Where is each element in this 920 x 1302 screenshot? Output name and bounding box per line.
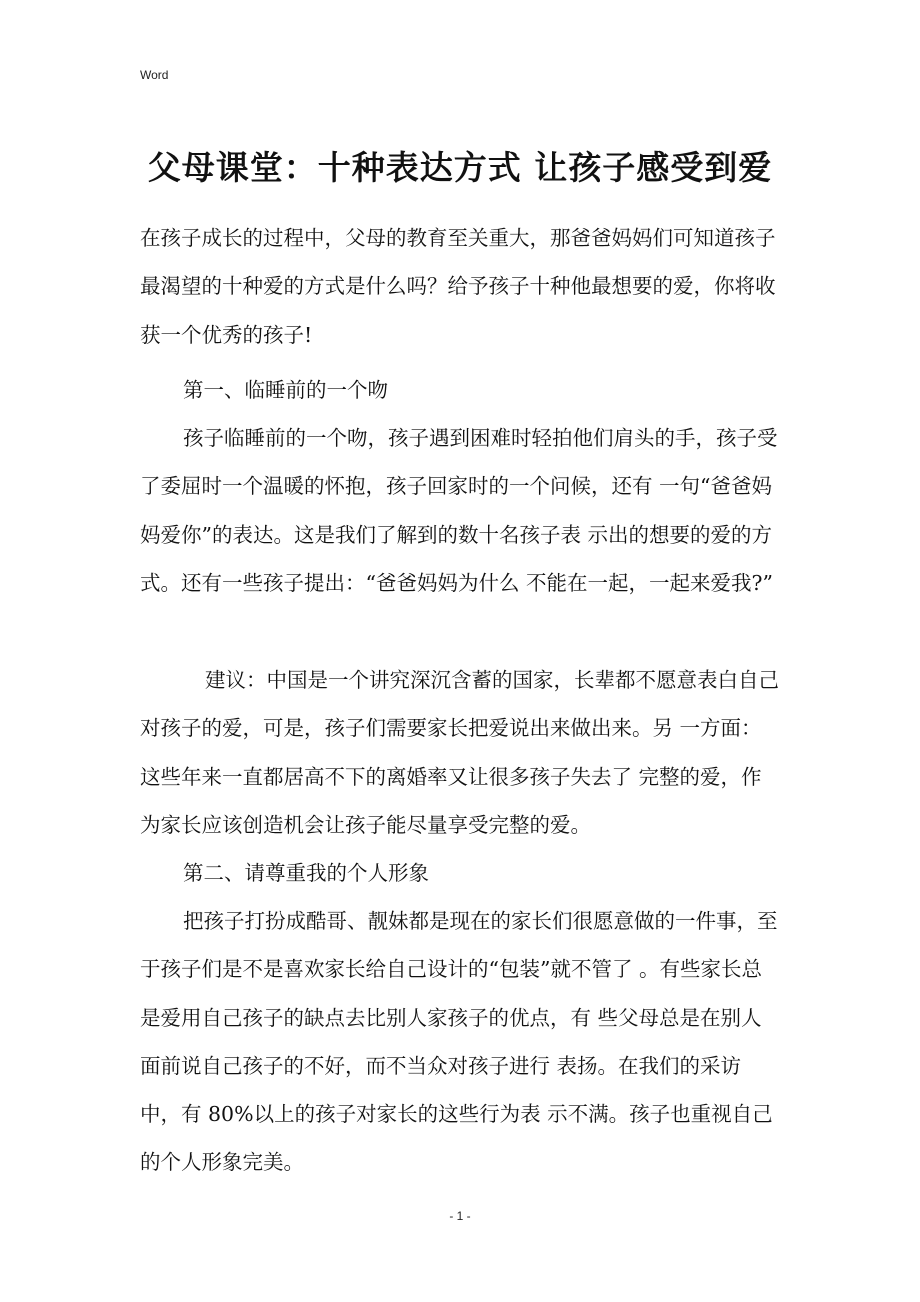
section-heading-2: 第二、请尊重我的个人形象: [183, 861, 429, 885]
document-title: 父母课堂：十种表达方式 让孩子感受到爱: [147, 148, 773, 187]
header-label: Word: [140, 68, 169, 82]
page-number: - 1 -: [449, 1209, 471, 1223]
paragraph-section-1: 孩子临睡前的一个吻，孩子遇到困难时轻拍他们肩头的手，孩子受了委屈时一个温暖的怀抱，孩子回家时的一个问候，还有 一句“爸爸妈妈爱你”的表达。这是我们了解到的数十名孩子表 示出的想要的爱的方式。还有一些孩子提出：“爸爸妈妈为什么 不能在一起，一起来爱我?”: [140, 426, 778, 595]
paragraph-intro: 在孩子成长的过程中，父母的教育至关重大，那爸爸妈妈们可知道孩子最渴望的十种爱的方式是什么吗？给予孩子十种他最想要的爱，你将收获一个优秀的孩子!: [140, 226, 776, 347]
paragraph-section-2: 把孩子打扮成酷哥、靓妹都是现在的家长们很愿意做的一件事，至于孩子们是不是喜欢家长给自己设计的“包装”就不管了 。有些家长总是爱用自己孩子的缺点去比别人家孩子的优点，有 些父母总是在别人面前说自己孩子的不好，而不当众对孩子进行 表扬。在我们的采访中，有 80%以上的孩子对家长的这些行为表 示不满。孩子也重视自己的个人形象完美。: [140, 909, 778, 1175]
paragraph-suggestion-1: 建议：中国是一个讲究深沉含蓄的国家，长辈都不愿意表白自己对孩子的爱，可是，孩子们需要家长把爱说出来做出来。另 一方面：这些年来一直都居高不下的离婚率又让很多孩子失去了 完整的爱，作为家长应该创造机会让孩子能尽量享受完整的爱。: [140, 668, 779, 837]
section-heading-1: 第一、临睡前的一个吻: [183, 378, 388, 402]
